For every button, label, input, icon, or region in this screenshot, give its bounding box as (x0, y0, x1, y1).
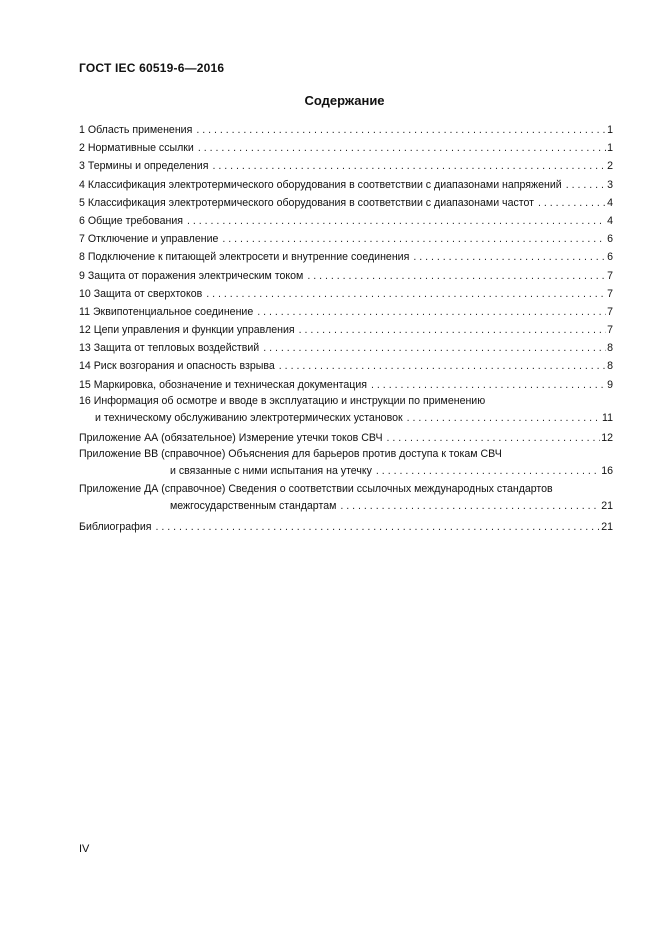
toc-entry-label: 11 Эквипотенциальное соединение (79, 305, 254, 318)
toc-entry-page: 7 (607, 287, 613, 300)
dot-leader (371, 376, 606, 394)
dot-leader (299, 321, 606, 339)
toc-entry[interactable] (79, 121, 613, 139)
toc-entry-label: 4 Классификация электротермического оборудования в соответствии с диапазонами напряжений (79, 178, 562, 191)
toc-entry-page: 1 (607, 142, 613, 155)
toc-entry-label: 6 Общие требования (79, 214, 183, 227)
dot-leader (538, 194, 606, 212)
toc-entry[interactable] (79, 157, 613, 175)
toc-entry-label: 1 Область применения (79, 124, 193, 136)
toc-annex-aa[interactable] (79, 429, 613, 447)
toc-entry-label: 9 Защита от поражения электрическим током (79, 269, 304, 282)
toc-entry-page: 12 (601, 432, 613, 444)
toc-annex-aa-label: Приложение АА (обязательное) Измерение утечки токов СВЧ (79, 432, 383, 444)
toc-entry[interactable] (79, 230, 613, 248)
toc-entry-page: 7 (607, 269, 613, 282)
toc-entry-16-line1: 16 Информация об осмотре и вводе в эксплуатацию и инструкции по применению (79, 394, 486, 407)
toc-annex-da-line2: межгосударственным стандартам (170, 500, 337, 513)
toc-entry-page: 21 (601, 520, 613, 533)
toc-entry-page: 2 (607, 160, 613, 173)
toc-entry[interactable] (79, 212, 613, 230)
toc-entry-label: 14 Риск возгорания и опасность взрыва (79, 360, 275, 373)
toc-entry-label: 10 Защита от сверхтоков (79, 287, 203, 300)
table-of-contents (79, 121, 613, 536)
dot-leader (257, 303, 606, 321)
toc-bibliography-label: Библиография (79, 520, 152, 533)
toc-entry[interactable] (79, 303, 613, 321)
dot-leader (407, 409, 601, 427)
toc-entry-page: 8 (607, 342, 613, 355)
dot-leader (187, 212, 606, 230)
toc-entry-page: 1 (607, 124, 613, 136)
toc-entry-label: 7 Отключение и управление (79, 233, 219, 246)
toc-annex-bb-line2: и связанные с ними испытания на утечку (170, 465, 372, 478)
toc-entry-16-line2: и техническому обслуживанию электротермических установок (95, 411, 403, 424)
dot-leader (206, 285, 606, 303)
dot-leader (155, 518, 600, 536)
toc-entry[interactable] (79, 248, 613, 266)
toc-entry-page: 8 (607, 360, 613, 373)
toc-entry-16[interactable] (79, 394, 613, 427)
toc-entry-page: 4 (607, 214, 613, 227)
toc-entry[interactable] (79, 267, 613, 285)
toc-entry[interactable] (79, 139, 613, 157)
toc-entry-label: 13 Защита от тепловых воздействий (79, 342, 260, 355)
toc-annex-da-line1: Приложение ДА (справочное) Сведения о соответствии ссылочных международных стандартов (79, 483, 553, 496)
toc-entry-label: 8 Подключение к питающей электросети и внутренние соединения (79, 251, 410, 264)
dot-leader (222, 230, 606, 248)
toc-entry[interactable] (79, 194, 613, 212)
dot-leader (413, 248, 606, 266)
dot-leader (196, 121, 606, 139)
toc-entry-page: 11 (602, 411, 613, 424)
toc-entry-page: 3 (607, 178, 613, 191)
toc-entry[interactable] (79, 176, 613, 194)
toc-entry-page: 7 (607, 324, 613, 337)
dot-leader (279, 357, 606, 375)
toc-entry-label: 12 Цепи управления и функции управления (79, 324, 295, 337)
toc-entry-label: 3 Термины и определения (79, 160, 209, 173)
dot-leader (307, 267, 606, 285)
toc-entry-page: 6 (607, 251, 613, 264)
standard-code: ГОСТ IEC 60519-6—2016 (79, 61, 225, 75)
toc-entry-page: 16 (601, 465, 613, 478)
toc-entry[interactable] (79, 357, 613, 375)
toc-entry-label: 15 Маркировка, обозначение и техническая документация (79, 378, 368, 391)
dot-leader (263, 339, 606, 357)
dot-leader (376, 462, 600, 480)
toc-annex-bb[interactable] (79, 447, 613, 480)
toc-entry-page: 21 (601, 500, 613, 513)
toc-bibliography[interactable] (79, 518, 613, 536)
toc-entry-page: 4 (607, 196, 613, 209)
toc-title: Содержание (304, 93, 385, 108)
toc-entry-label: 5 Классификация электротермического оборудования в соответствии с диапазонами частот (79, 196, 535, 209)
dot-leader (212, 157, 606, 175)
toc-entry-page: 9 (607, 378, 613, 391)
toc-annex-bb-line1: Приложение ВВ (справочное) Объяснения для барьеров против доступа к токам СВЧ (79, 448, 502, 461)
toc-annex-da[interactable] (79, 482, 613, 515)
toc-entry-page: 6 (607, 233, 613, 246)
dot-leader (198, 139, 606, 157)
toc-entry-page: 7 (607, 305, 613, 318)
toc-entry[interactable] (79, 285, 613, 303)
toc-entry-label: 2 Нормативные ссылки (79, 142, 194, 155)
toc-entry[interactable] (79, 339, 613, 357)
page-number: IV (79, 843, 90, 855)
toc-entry[interactable] (79, 376, 613, 394)
dot-leader (566, 176, 606, 194)
dot-leader (387, 429, 601, 447)
toc-entry[interactable] (79, 321, 613, 339)
dot-leader (340, 497, 600, 515)
